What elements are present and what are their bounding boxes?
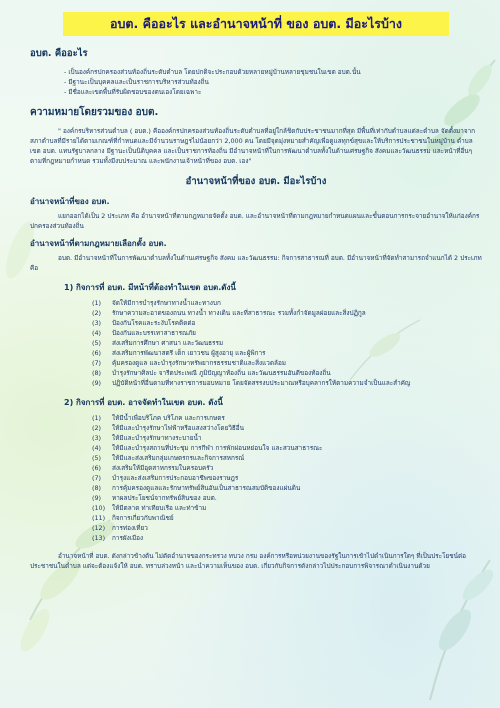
list-item [92,423,482,433]
item-number: (5) [92,339,102,347]
list-item [92,493,482,503]
meaning-paragraph: " องค์กรบริหารส่วนตำบล ( อบต.) คือองค์กรปกครองส่วนท้องถิ่นระดับตำบลที่อยู่ใกล้ชิดกับประชาชนมากที่สุด มีพื้นที่เท่ากับตำบลแต่ละตำบล จัดตั้งมาจากสภาตำบลที่มีรายได้ตามเกณฑ์ที่กำหนดและมีจำนวนราษฎรไม่น้อยกว่า 2,000 คน โดยมีจุดมุ่งหมายสำคัญเพื่อดูแลทุกข์สุขและให้บริการประชาชนในหมู่บ้าน ตำบล เขต อบต. แทนรัฐบาลกลาง มีฐานะเป็นนิติบุคคล และเป็นราชการท้องถิ่น มีอำนาจหน้าที่ในการพัฒนาตำบลทั้งในด้านเศรษฐกิจ สังคมและวัฒนธรรม และหน้าที่อื่นๆ ตามที่กฎหมายกำหนด รวมทั้งมีงบประมาณ และพนักงานเจ้าหน้าที่ของ อบต. เอง" [30,127,476,165]
item-number: (4) [92,329,102,337]
item-number: (9) [92,494,102,502]
list-item [92,318,482,328]
item-number: (6) [92,349,102,357]
item-text: ให้มีและส่งเสริมกลุ่มเกษตรกรและกิจการสหกรณ์ [112,454,245,462]
page-title-banner [63,12,449,36]
must-do-list [30,298,482,388]
item-text: รักษาความสะอาดของถนน ทางน้ำ ทางเดิน และที่สาธารณะ รวมทั้งกำจัดมูลฝอยและสิ่งปฏิกูล [112,309,366,317]
item-text: ให้มีและบำรุงรักษาทางระบายน้ำ [112,434,202,442]
item-text: ส่งเสริมการพัฒนาสตรี เด็ก เยาวชน ผู้สูงอายุ และผู้พิการ [112,349,266,357]
meaning-heading: ความหมายโดยรวมของ อบต. [30,107,159,118]
item-text: บำรุงรักษาศิลปะ จารีตประเพณี ภูมิปัญญาท้องถิ่น และวัฒนธรรมอันดีของท้องถิ่น [112,369,331,377]
list-item [92,413,482,423]
item-number: (12) [92,524,106,532]
item-text: ให้มีตลาด ท่าเทียบเรือ และท่าข้าม [112,504,207,512]
item-number: (6) [92,464,102,472]
item-text: กิจการเกี่ยวกับพาณิชย์ [112,514,174,522]
item-text: ส่งเสริมให้มีอุตสาหกรรมในครอบครัว [112,464,214,472]
what-is-heading: อบต. คืออะไร [30,48,88,59]
list-item [92,533,482,543]
duties-sub2-paragraph: อบต. มีอำนาจหน้าที่ในการพัฒนาตำบลทั้งในด้านเศรษฐกิจ สังคม และวัฒนธรรม: กิจการสาธารณที่ อบต. มีอำนาจหน้าที่จัดทำสามารถจำแนกได้ 2 ประเภทคือ [30,254,482,272]
item-text: ปฏิบัติหน้าที่อื่นตามที่ทางราชการมอบหมาย โดยจัดสรรงบประมาณหรือบุคลากรให้ตามความจำเป็นและสำคัญ [112,379,411,387]
list-item [92,348,482,358]
list-item [92,443,482,453]
item-text: ส่งเสริมการศึกษา ศาสนา และวัฒนธรรม [112,339,224,347]
duties-sub1-heading: อำนาจหน้าที่ของ อบต. [30,197,110,206]
item-number: (3) [92,434,102,442]
duties-sub1-paragraph: แยกออกได้เป็น 2 ประเภท คือ อำนาจหน้าที่ตามกฎหมายจัดตั้ง อบต. และอำนาจหน้าที่ตามกฎหมายกำหนดแผนและขั้นตอนการกระจายอำนาจให้แก่องค์กรปกครองส่วนท้องถิ่น [30,212,480,230]
duties-sub2-heading: อำนาจหน้าที่ตามกฎหมายเลือกตั้ง อบต. [30,239,167,248]
item-number: (4) [92,444,102,452]
item-text: การผังเมือง [112,534,144,542]
item-text: การท่องเที่ยว [112,524,148,532]
list-item [92,338,482,348]
item-text: จัดให้มีการบำรุงรักษาทางน้ำและทางบก [112,299,221,307]
item-text: บำรุงและส่งเสริมการประกอบอาชีพของราษฎร [112,474,239,482]
duties-heading: อำนาจหน้าที่ของ อบต. มีอะไรบ้าง [185,176,327,187]
item-number: (7) [92,359,102,367]
list-item [92,368,482,378]
list-item [92,503,482,513]
item-number: (2) [92,424,102,432]
item-number: (2) [92,309,102,317]
item-number: (10) [92,504,106,512]
may-do-title: 2) กิจการที่ อบต. อาจจัดทำในเขต อบต. ดังนี้ [64,398,223,407]
list-item [92,513,482,523]
item-text: ป้องกันและบรรเทาสาธารณภัย [112,329,196,337]
list-item [92,523,482,533]
item-text: ให้มีน้ำเพื่อบริโภค บริโภค และการเกษตร [112,414,225,422]
page-title: อบต. คืออะไร และอำนาจหน้าที่ ของ อบต. มีอะไรบ้าง [109,16,403,31]
item-number: (8) [92,484,102,492]
item-text: การคุ้มครองดูแลและรักษาทรัพย์สินอันเป็นสาธารณสมบัติของแผ่นดิน [112,484,301,492]
item-number: (3) [92,319,102,327]
list-item [92,298,482,308]
list-item [92,358,482,368]
may-do-list [30,413,482,543]
list-item [92,473,482,483]
list-item: - มีชื่อและเขตพื้นที่รับผิดชอบของตนเองโดยเฉพาะ [64,88,202,96]
list-item: - มีฐานะเป็นบุคคลและเป็นราชการบริหารส่วนท้องถิ่น [64,78,209,86]
list-item [92,308,482,318]
item-text: หาผลประโยชน์จากทรัพย์สินของ อบต. [112,494,217,502]
item-text: ให้มีและบำรุงรักษาไฟฟ้าหรือแสงสว่างโดยวิธีอื่น [112,424,245,432]
item-number: (13) [92,534,106,542]
must-do-title: 1) กิจการที่ อบต. มีหน้าที่ต้องทำในเขต อบต.ดังนี้ [64,283,236,292]
list-item [92,453,482,463]
closing-paragraph: อำนาจหน้าที่ อบต. ดังกล่าวข้างต้น ไม่ตัดอำนาจของกระทรวง ทบวง กรม องค์การหรือหน่วยงานของรัฐในการเข้าไปดำเนินการใดๆ ที่เป็นประโยชน์ต่อประชาชนในตำบล แต่จะต้องแจ้งให้ อบต. ทราบล่วงหน้า และนำความเห็นของ อบต. เกี่ยวกับกิจการดังกล่าวไปประกอบการพิจารณาดำเนินงานด้วย [30,552,466,570]
item-text: ป้องกันโรคและระงับโรคติดต่อ [112,319,196,327]
item-text: คุ้มครองดูแล และบำรุงรักษาทรัพยากรธรรมชาติและสิ่งแวดล้อม [112,359,286,367]
item-number: (5) [92,454,102,462]
list-item [92,378,482,388]
item-number: (11) [92,514,106,522]
list-item [92,463,482,473]
list-item [92,483,482,493]
item-number: (8) [92,369,102,377]
list-item [92,433,482,443]
item-number: (1) [92,299,102,307]
item-number: (1) [92,414,102,422]
list-item: - เป็นองค์กรปกครองส่วนท้องถิ่นระดับตำบล โดยปกติจะประกอบด้วยหลายหมู่บ้านหลายชุมชนในเขต อบต.นั้น [64,68,361,76]
list-item [92,328,482,338]
item-number: (7) [92,474,102,482]
item-text: ให้มีและบำรุงสถานที่ประชุม การกีฬา การพักผ่อนหย่อนใจ และสวนสาธารณะ [112,444,323,452]
item-number: (9) [92,379,102,387]
what-is-list [30,67,482,97]
